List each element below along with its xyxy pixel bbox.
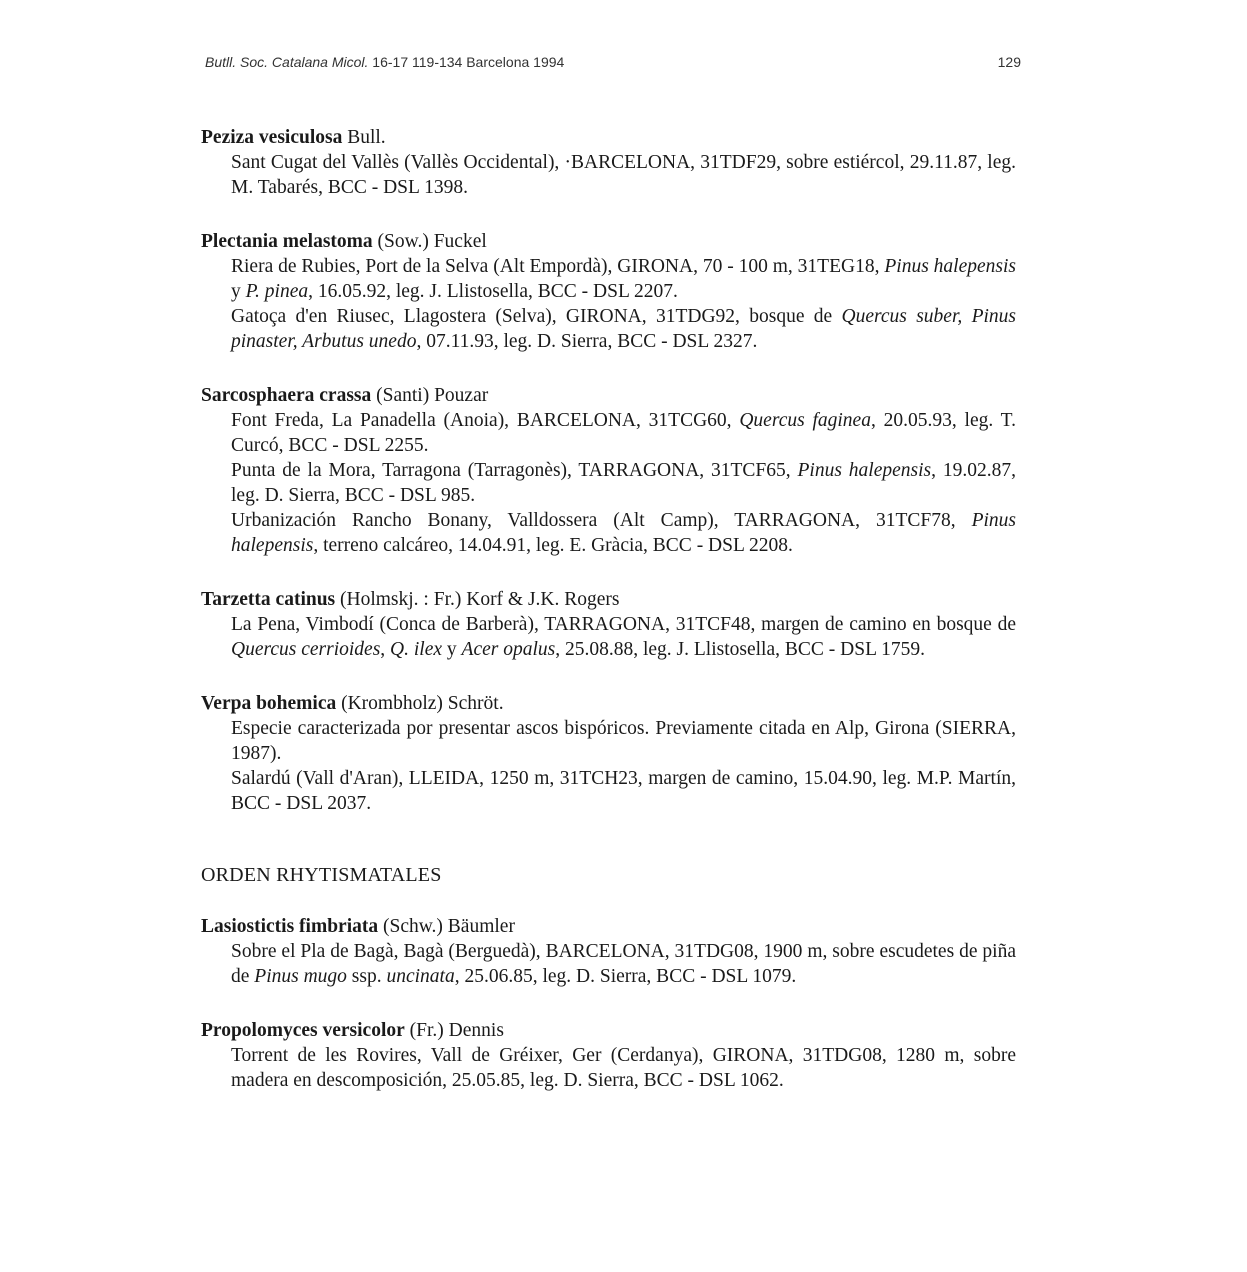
record-text: , terreno calcáreo, 14.04.91, leg. E. Gràcia, BCC - DSL 2208. xyxy=(313,535,793,556)
record-text: Sobre el Pla de Bagà, Bagà (Berguedà), BARCELONA, 31TDG08, 1900 m, sobre escudetes de piña de xyxy=(231,941,1016,987)
taxon-name: Quercus cerrioides xyxy=(231,639,381,660)
species-author: (Holmskj. : Fr.) Korf & J.K. Rogers xyxy=(335,589,620,610)
species-heading xyxy=(201,914,1016,939)
taxon-name: Quercus suber, Pinus pinaster, Arbutus unedo xyxy=(231,306,1016,352)
record-text: , 07.11.93, leg. D. Sierra, BCC - DSL 2327. xyxy=(416,331,758,352)
species-name: Tarzetta catinus xyxy=(201,589,336,610)
species-name: Peziza vesiculosa xyxy=(201,127,343,148)
species-entry xyxy=(201,914,1016,989)
species-entry xyxy=(201,691,1016,816)
species-name: Sarcosphaera crassa xyxy=(201,385,372,406)
species-name: Propolomyces versicolor xyxy=(201,1020,405,1041)
volume-info: 16-17 119-134 Barcelona 1994 xyxy=(372,54,565,70)
record-text: , 25.06.85, leg. D. Sierra, BCC - DSL 1079. xyxy=(454,966,797,987)
record-text: Gatoça d'en Riusec, Llagostera (Selva), GIRONA, 31TDG92, bosque de xyxy=(231,306,842,327)
record-text: Especie caracterizada por presentar ascos bispóricos. Previamente citada en Alp, Girona (SIERRA, 1987). xyxy=(231,718,1016,764)
order-heading: ORDEN RHYTISMATALES xyxy=(201,864,442,886)
record-text: , 19.02.87, leg. D. Sierra, BCC - DSL 985. xyxy=(231,460,1016,506)
species-author: Bull. xyxy=(342,127,386,148)
taxon-name: Pinus halepensis xyxy=(884,256,1016,277)
collection-record xyxy=(231,1043,1016,1093)
species-entry xyxy=(201,229,1016,354)
taxon-name: Quercus faginea xyxy=(739,410,871,431)
species-entry xyxy=(201,1018,1016,1093)
species-name: Lasiostictis fimbriata xyxy=(201,916,379,937)
species-author: (Schw.) Bäumler xyxy=(378,916,515,937)
collection-record xyxy=(231,150,1016,200)
taxon-name: Acer opalus xyxy=(461,639,556,660)
record-text: Salardú (Vall d'Aran), LLEIDA, 1250 m, 31TCH23, margen de camino, 15.04.90, leg. M.P. Martín, BCC - DSL 2037. xyxy=(231,768,1016,814)
species-name: Verpa bohemica xyxy=(201,693,337,714)
page-number: 129 xyxy=(997,54,1021,70)
collection-record xyxy=(231,458,1016,508)
record-text: y xyxy=(231,281,246,302)
collection-record xyxy=(231,612,1016,662)
record-text: La Pena, Vimbodí (Conca de Barberà), TARRAGONA, 31TCF48, margen de camino en bosque de xyxy=(231,614,1016,635)
taxon-name: Q. ilex xyxy=(390,639,443,660)
record-text: y xyxy=(442,639,462,660)
record-text: ssp. xyxy=(346,966,387,987)
record-text: Punta de la Mora, Tarragona (Tarragonès), TARRAGONA, 31TCF65, xyxy=(231,460,798,481)
species-heading xyxy=(201,691,1016,716)
species-heading xyxy=(201,125,1016,150)
species-name: Plectania melastoma xyxy=(201,231,373,252)
record-text: , 20.05.93, leg. T. Curcó, BCC - DSL 2255. xyxy=(231,410,1017,456)
record-text: Sant Cugat del Vallès (Vallès Occidental), ·BARCELONA, 31TDF29, sobre estiércol, 29.11.87, leg. M. Tabarés, BCC - DSL 1398. xyxy=(231,152,1016,198)
species-author: (Fr.) Dennis xyxy=(404,1020,504,1041)
species-heading xyxy=(201,1018,1016,1043)
taxon-name: P. pinea xyxy=(245,281,309,302)
taxon-name: Pinus halepensis xyxy=(231,510,1016,556)
species-entry xyxy=(201,587,1016,662)
record-text: , xyxy=(380,639,391,660)
record-text: Riera de Rubies, Port de la Selva (Alt Empordà), GIRONA, 70 - 100 m, 31TEG18, xyxy=(231,256,885,277)
species-author: (Santi) Pouzar xyxy=(371,385,489,406)
collection-record xyxy=(231,939,1016,989)
taxon-name: uncinata xyxy=(386,966,455,987)
species-heading xyxy=(201,587,1016,612)
species-heading xyxy=(201,383,1016,408)
journal-name: Butll. Soc. Catalana Micol. xyxy=(205,54,369,70)
collection-record xyxy=(231,304,1016,354)
record-text: Torrent de les Rovires, Vall de Gréixer, Ger (Cerdanya), GIRONA, 31TDG08, 1280 m, sobre madera en descomposición, 25.05.85, leg. D. Sierra, BCC - DSL 1062. xyxy=(231,1045,1016,1091)
species-list xyxy=(201,125,1016,1122)
taxon-name: Pinus mugo xyxy=(254,966,347,987)
running-header xyxy=(205,54,1021,70)
record-text: , 25.08.88, leg. J. Llistosella, BCC - DSL 1759. xyxy=(555,639,926,660)
collection-record xyxy=(231,716,1016,766)
species-entry xyxy=(201,383,1016,558)
collection-record xyxy=(231,508,1016,558)
record-text: Urbanización Rancho Bonany, Valldossera (Alt Camp), TARRAGONA, 31TCF78, xyxy=(231,510,972,531)
species-author: (Krombholz) Schröt. xyxy=(336,693,504,714)
species-entry xyxy=(201,125,1016,200)
taxon-name: Pinus halepensis xyxy=(797,460,932,481)
record-text: , 16.05.92, leg. J. Llistosella, BCC - DSL 2207. xyxy=(308,281,678,302)
species-author: (Sow.) Fuckel xyxy=(372,231,487,252)
species-heading xyxy=(201,229,1016,254)
collection-record xyxy=(231,766,1016,816)
collection-record xyxy=(231,408,1016,458)
collection-record xyxy=(231,254,1016,304)
record-text: Font Freda, La Panadella (Anoia), BARCELONA, 31TCG60, xyxy=(231,410,740,431)
